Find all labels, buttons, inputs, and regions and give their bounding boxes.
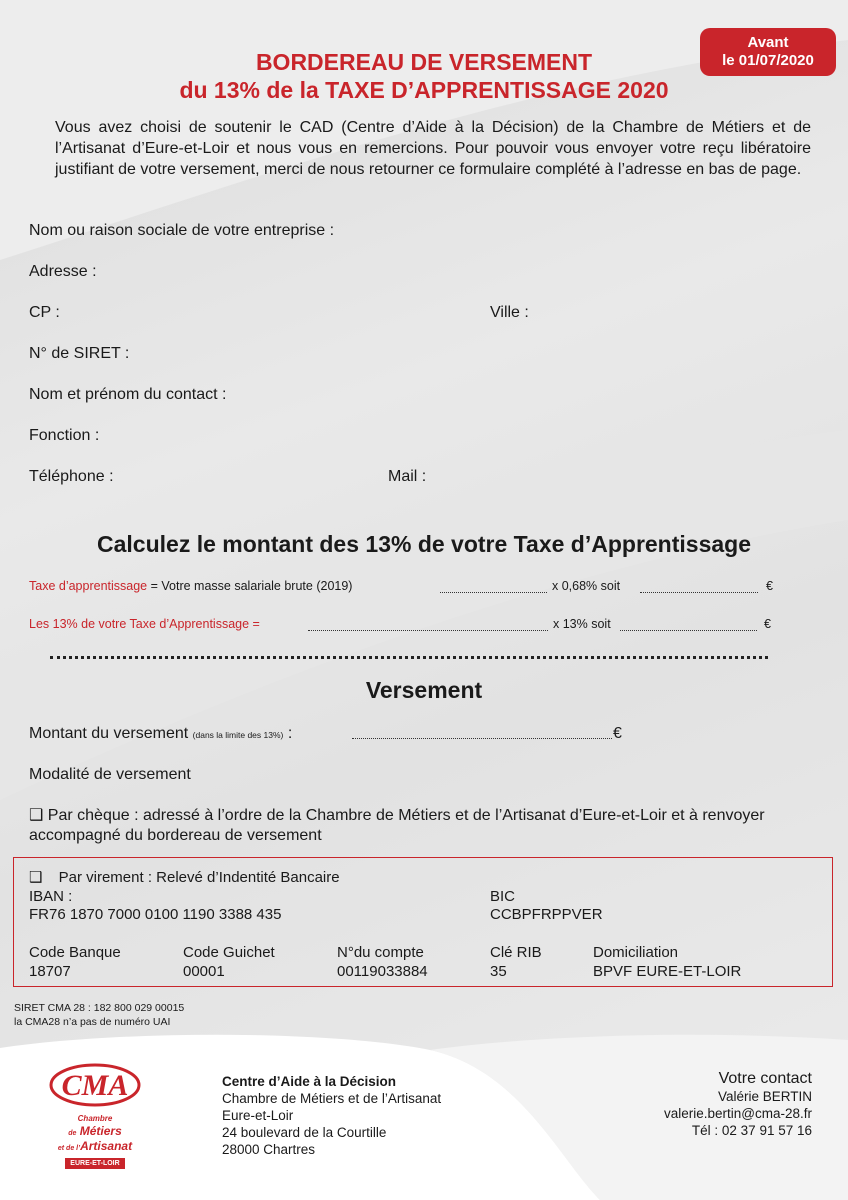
share-input-line[interactable] — [308, 619, 548, 631]
branch-code-value: 00001 — [183, 963, 225, 980]
contact-phone: Tél : 02 37 91 57 16 — [691, 1123, 812, 1138]
bic-value: CCBPFRPPVER — [490, 906, 603, 923]
deadline-badge — [700, 28, 836, 76]
contact-email[interactable]: valerie.bertin@cma-28.fr — [663, 1106, 812, 1121]
address-field[interactable]: Adresse : — [29, 263, 97, 280]
payment-amount-row — [29, 724, 292, 745]
account-number-value: 00119033884 — [337, 963, 428, 980]
payment-amount-colon: : — [283, 725, 293, 742]
calc-row-tax-multiplier: x 0,68% soit — [552, 579, 621, 593]
document-title-line2: du 13% de la TAXE D’APPRENTISSAGE 2020 — [179, 77, 669, 103]
contact-title: Votre contact — [718, 1070, 812, 1087]
logo-de: de — [68, 1130, 77, 1137]
transfer-option — [29, 869, 340, 887]
logo-banner: EURE-ET-LOIR — [65, 1158, 125, 1169]
phone-field[interactable]: Téléphone : — [29, 468, 114, 485]
cma-logo — [48, 1062, 142, 1170]
calc-row-share — [29, 616, 260, 632]
payment-heading: Versement — [365, 677, 483, 703]
payment-amount-note: (dans la limite des 13%) — [192, 730, 284, 740]
cheque-option — [29, 806, 819, 846]
organisation-line5: 28000 Chartres — [222, 1142, 316, 1157]
organisation-address — [222, 1073, 441, 1158]
uai-notice: la CMA28 n’a pas de numéro UAI — [14, 1016, 171, 1028]
deadline-badge-line1: Avant — [747, 34, 789, 51]
organisation-line3: Eure-et-Loir — [222, 1108, 294, 1123]
rib-key-label: Clé RIB — [490, 944, 542, 961]
contact-name: Valérie BERTIN — [717, 1089, 812, 1104]
logo-chambre: Chambre — [77, 1114, 113, 1123]
calc-row-tax-currency: € — [766, 579, 773, 593]
transfer-checkbox[interactable]: ❑ — [29, 869, 43, 886]
section-divider — [50, 656, 768, 659]
calc-row-tax — [29, 578, 352, 594]
organisation-line4: 24 boulevard de la Courtille — [222, 1125, 387, 1140]
cheque-checkbox[interactable]: ❑ — [29, 807, 44, 824]
payment-modality-label: Modalité de versement — [29, 766, 191, 783]
logo-artisanat: Artisanat — [80, 1139, 133, 1153]
iban-label: IBAN : — [29, 888, 73, 905]
payment-amount-label: Montant du versement — [29, 725, 189, 742]
payroll-input-line[interactable] — [440, 581, 547, 593]
calc-row-share-label: Les 13% de votre Taxe d’Apprentissage — [29, 617, 250, 631]
payment-amount-input-line[interactable] — [352, 727, 612, 739]
contact-block — [664, 1069, 812, 1139]
calculation-heading: Calculez le montant des 13% de votre Taxe d’Apprentissage — [97, 531, 751, 557]
calc-row-tax-label: Taxe d’apprentissage — [29, 579, 148, 593]
rib-key-value: 35 — [490, 963, 507, 980]
function-field[interactable]: Fonction : — [29, 427, 100, 444]
intro-paragraph: Vous avez choisi de soutenir le CAD (Centre d’Aide à la Décision) de la Chambre de Métiers et de l’Artisanat d’Eure-et-Loir et nous vous en remercions. Pour pouvoir vous envoyer votre reçu libératoire justifiant de votre versement, merci de nous retourner ce formulaire complété à l’adresse en bas de page. — [55, 119, 811, 178]
bic-label: BIC — [490, 888, 516, 905]
postal-code-field[interactable]: CP : — [29, 304, 60, 321]
calc-row-share-multiplier: x 13% soit — [553, 617, 611, 631]
cma-logo-mark — [48, 1062, 142, 1108]
account-number-label: N°du compte — [337, 944, 424, 961]
deadline-badge-line2: le 01/07/2020 — [722, 52, 814, 69]
logo-et-de: et de l’ — [57, 1145, 81, 1152]
calc-row-share-currency: € — [764, 617, 771, 631]
logo-metiers: Métiers — [79, 1124, 122, 1138]
organisation-line2: Chambre de Métiers et de l’Artisanat — [222, 1091, 442, 1106]
transfer-title: Par virement : Relevé d’Indentité Bancaire — [58, 869, 340, 886]
share-result-input-line[interactable] — [620, 619, 757, 631]
domiciliation-value: BPVF EURE-ET-LOIR — [593, 963, 742, 980]
contact-name-field[interactable]: Nom et prénom du contact : — [29, 386, 227, 403]
document-title-line1: BORDEREAU DE VERSEMENT — [255, 49, 593, 75]
payment-amount-currency: € — [613, 725, 622, 742]
calc-row-share-equals: = — [249, 617, 260, 631]
cheque-text: Par chèque : adressé à l’ordre de la Chambre de Métiers et de l’Artisanat d’Eure-et-Loir et à renvoyer accompagné du bordereau de versement — [29, 807, 765, 844]
organisation-name: Centre d’Aide à la Décision — [222, 1074, 397, 1089]
iban-value: FR76 1870 7000 0100 1190 3388 435 — [29, 906, 282, 923]
city-field[interactable]: Ville : — [490, 304, 529, 321]
domiciliation-label: Domiciliation — [593, 944, 679, 961]
bank-code-value: 18707 — [29, 963, 71, 980]
bank-code-label: Code Banque — [29, 944, 121, 961]
calc-row-tax-formula: = Votre masse salariale brute (2019) — [147, 579, 353, 593]
siret-field[interactable]: N° de SIRET : — [29, 345, 130, 362]
email-field[interactable]: Mail : — [388, 468, 427, 485]
tax-result-input-line[interactable] — [640, 581, 758, 593]
cma-logo-letters: CMA — [61, 1069, 129, 1102]
siret-notice: SIRET CMA 28 : 182 800 029 00015 — [14, 1002, 185, 1014]
company-name-field[interactable]: Nom ou raison sociale de votre entreprise : — [29, 222, 335, 239]
branch-code-label: Code Guichet — [183, 944, 275, 961]
